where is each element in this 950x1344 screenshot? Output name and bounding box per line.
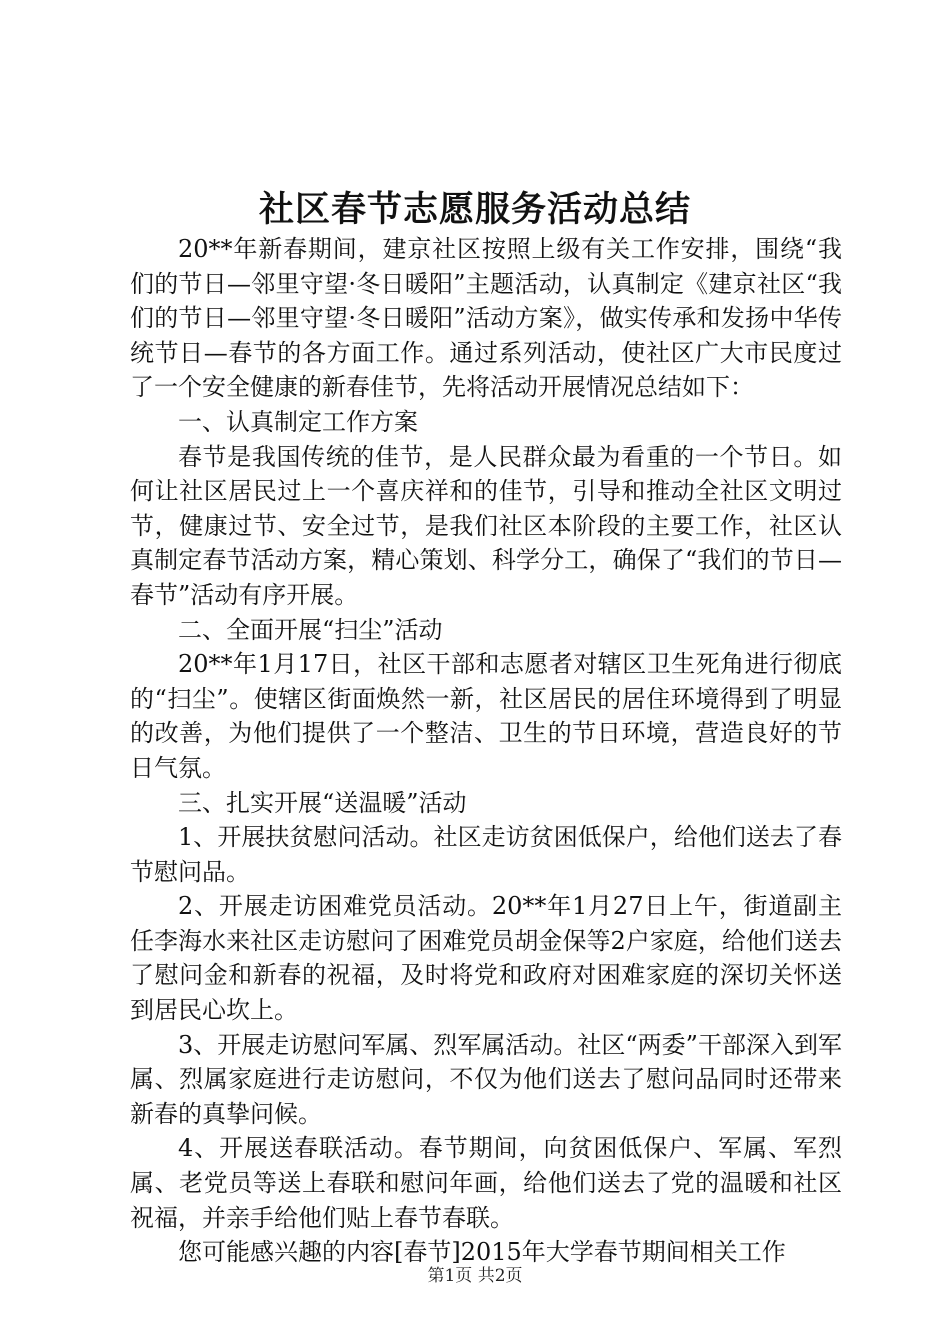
page-number-footer: 第1页 共2页 [427,1266,523,1286]
section-heading-2: 二、全面开展“扫尘”活动 [178,615,443,644]
document-body [130,232,842,1270]
section-heading-3: 三、扎实开展“送温暖”活动 [178,788,467,817]
document-title: 社区春节志愿服务活动总结 [258,189,691,230]
section-3-item-1: 1、开展扶贫慰问活动。社区走访贫困低保户，给他们送去了春节慰问品。 [130,823,842,886]
section-3-item-3: 3、开展走访慰问军属、烈军属活动。社区“两委”干部深入到军属、烈属家庭进行走访慰问，不仅为他们送去了慰问品同时还带来新春的真挚问候。 [130,1030,842,1128]
section-3-item-2: 2、开展走访困难党员活动。20**年1月27日上午，街道副主任李海水来社区走访慰问了困难党员胡金保等2户家庭，给他们送去了慰问金和新春的祝福，及时将党和政府对困难家庭的深切关怀送到居民心坎上。 [130,892,842,1025]
related-content-link[interactable]: 您可能感兴趣的内容[春节]2015年大学春节期间相关工作 [178,1238,786,1267]
intro-paragraph: 20**年新春期间，建京社区按照上级有关工作安排，围绕“我们的节日—邻里守望·冬日暖阳”主题活动，认真制定《建京社区“我们的节日—邻里守望·冬日暖阳”活动方案》，做实传承和发扬中华传统节日—春节的各方面工作。通过系列活动，使社区广大市民度过了一个安全健康的新春佳节，先将活动开展情况总结如下： [130,235,842,402]
section-heading-1: 一、认真制定工作方案 [178,407,418,436]
section-3-item-4: 4、开展送春联活动。春节期间，向贫困低保户、军属、军烈属、老党员等送上春联和慰问年画，给他们送去了党的温暖和社区祝福，并亲手给他们贴上春节春联。 [130,1134,842,1232]
section-2-paragraph: 20**年1月17日，社区干部和志愿者对辖区卫生死角进行彻底的“扫尘”。使辖区街面焕然一新，社区居民的居住环境得到了明显的改善，为他们提供了一个整洁、卫生的节日环境，营造良好的节日气氛。 [130,650,842,782]
section-1-paragraph: 春节是我国传统的佳节，是人民群众最为看重的一个节日。如何让社区居民过上一个喜庆祥和的佳节，引导和推动全社区文明过节，健康过节、安全过节，是我们社区本阶段的主要工作，社区认真制定春节活动方案，精心策划、科学分工，确保了“我们的节日—春节”活动有序开展。 [130,442,842,609]
